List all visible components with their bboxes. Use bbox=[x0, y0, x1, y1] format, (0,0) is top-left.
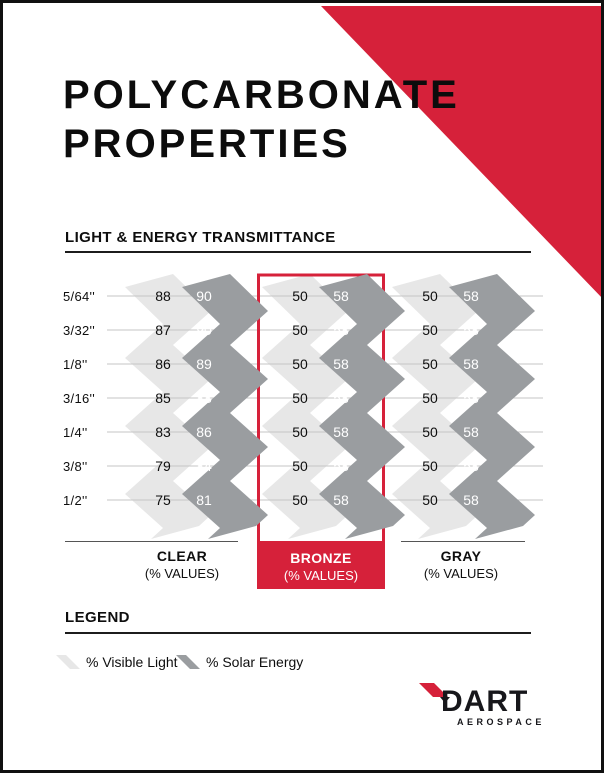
cell-visible-light: 87 bbox=[155, 322, 171, 338]
row-label-thickness: 1/8'' bbox=[63, 357, 88, 372]
cell-visible-light: 50 bbox=[292, 288, 308, 304]
cell-solar-energy: 58 bbox=[463, 356, 479, 372]
cell-solar-energy: 58 bbox=[333, 492, 349, 508]
cell-visible-light: 79 bbox=[155, 458, 171, 474]
row-label-thickness: 3/32'' bbox=[63, 323, 96, 338]
cell-solar-energy: 58 bbox=[333, 458, 349, 474]
cell-visible-light: 50 bbox=[422, 492, 438, 508]
cell-solar-energy: 58 bbox=[333, 424, 349, 440]
page-title-line2: PROPERTIES bbox=[63, 122, 351, 166]
row-label-thickness: 5/64'' bbox=[63, 289, 96, 304]
cell-visible-light: 50 bbox=[292, 390, 308, 406]
cell-visible-light: 75 bbox=[155, 492, 171, 508]
logo-name: DART bbox=[441, 685, 529, 718]
legend-divider bbox=[65, 632, 531, 634]
legend-heading: LEGEND bbox=[65, 609, 130, 626]
cell-solar-energy: 58 bbox=[463, 390, 479, 406]
legend-item-solar-energy bbox=[176, 654, 303, 670]
section-divider bbox=[65, 251, 531, 253]
cell-solar-energy: 58 bbox=[463, 492, 479, 508]
solar-energy-swatch-icon bbox=[176, 655, 200, 669]
cell-solar-energy: 90 bbox=[196, 288, 212, 304]
cell-solar-energy: 58 bbox=[333, 288, 349, 304]
gray-label: GRAY bbox=[440, 548, 482, 564]
cell-visible-light: 50 bbox=[422, 288, 438, 304]
cell-solar-energy: 58 bbox=[463, 424, 479, 440]
cell-visible-light: 50 bbox=[422, 356, 438, 372]
cell-solar-energy: 58 bbox=[333, 356, 349, 372]
page-title bbox=[63, 71, 460, 169]
cell-visible-light: 50 bbox=[422, 322, 438, 338]
page-title-line1: POLYCARBONATE bbox=[63, 73, 460, 117]
cell-visible-light: 86 bbox=[155, 356, 171, 372]
legend-label-visible-light: % Visible Light bbox=[86, 654, 178, 670]
cell-solar-energy: 58 bbox=[463, 322, 479, 338]
clear-column-divider bbox=[65, 541, 238, 542]
row-label-thickness: 1/2'' bbox=[63, 493, 88, 508]
clear-sublabel: (% VALUES) bbox=[144, 566, 220, 581]
cell-visible-light: 50 bbox=[422, 458, 438, 474]
section-heading: LIGHT & ENERGY TRANSMITTANCE bbox=[65, 229, 336, 246]
gray-sublabel: (% VALUES) bbox=[423, 566, 499, 581]
column-label-gray bbox=[381, 548, 541, 581]
cell-visible-light: 50 bbox=[292, 322, 308, 338]
visible-light-swatch-icon bbox=[56, 655, 80, 669]
cell-solar-energy: 84 bbox=[196, 458, 212, 474]
cell-solar-energy: 58 bbox=[333, 390, 349, 406]
gray-column-divider bbox=[401, 541, 525, 542]
column-label-clear bbox=[102, 548, 262, 581]
cell-visible-light: 85 bbox=[155, 390, 171, 406]
cell-solar-energy: 88 bbox=[196, 390, 212, 406]
cell-visible-light: 50 bbox=[292, 424, 308, 440]
cell-solar-energy: 89 bbox=[196, 356, 212, 372]
cell-visible-light: 50 bbox=[422, 424, 438, 440]
legend-item-visible-light bbox=[56, 654, 178, 670]
cell-solar-energy: 90 bbox=[196, 322, 212, 338]
row-label-thickness: 3/16'' bbox=[63, 391, 96, 406]
row-label-thickness: 3/8'' bbox=[63, 459, 88, 474]
bronze-label: BRONZE bbox=[290, 550, 352, 566]
cell-solar-energy: 81 bbox=[196, 492, 212, 508]
cell-visible-light: 50 bbox=[292, 458, 308, 474]
cell-solar-energy: 58 bbox=[333, 322, 349, 338]
cell-visible-light: 50 bbox=[422, 390, 438, 406]
column-label-bronze-highlight bbox=[257, 541, 385, 589]
cell-solar-energy: 58 bbox=[463, 288, 479, 304]
cell-visible-light: 50 bbox=[292, 492, 308, 508]
row-label-thickness: 1/4'' bbox=[63, 425, 88, 440]
legend-label-solar-energy: % Solar Energy bbox=[206, 654, 304, 670]
cell-visible-light: 88 bbox=[155, 288, 171, 304]
clear-label: CLEAR bbox=[156, 548, 208, 564]
bronze-sublabel: (% VALUES) bbox=[283, 568, 359, 583]
cell-solar-energy: 58 bbox=[463, 458, 479, 474]
cell-solar-energy: 86 bbox=[196, 424, 212, 440]
logo-subtitle: AEROSPACE bbox=[457, 717, 545, 727]
cell-visible-light: 83 bbox=[155, 424, 171, 440]
cell-visible-light: 50 bbox=[292, 356, 308, 372]
